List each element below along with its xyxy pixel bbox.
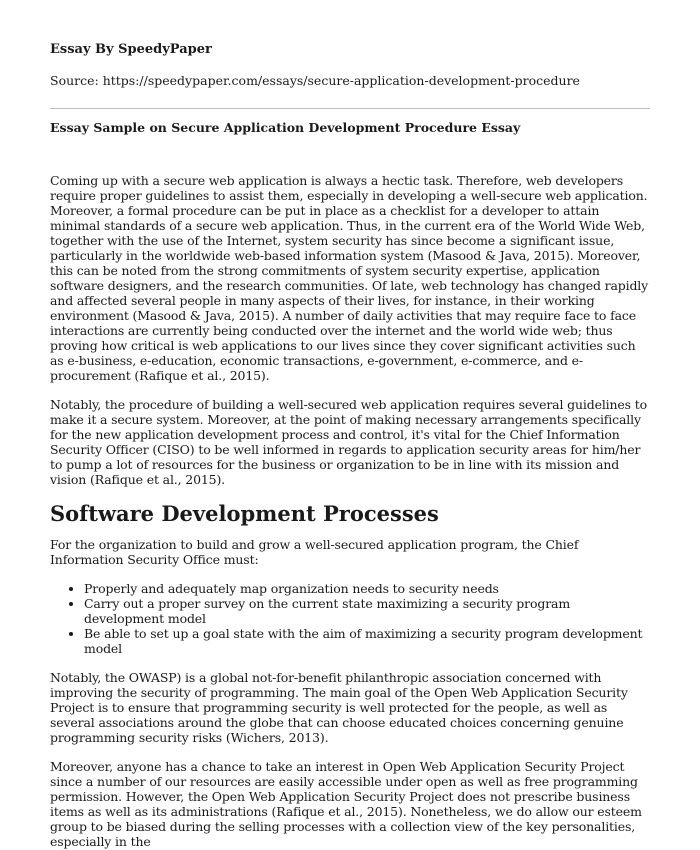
source-line: Source: https://speedypaper.com/essays/secure-application-development-procedure <box>50 73 580 88</box>
paragraph: Moreover, anyone has a chance to take an interest in Open Web Application Security Project since a number of our resources are easily accessible under open as well as free programming permission. However, the Open Web Application Security Project does not prescribe business items as well as its administrations (Rafique et al., 2015). Nonetheless, we do allow our esteem group to be biased during the selling processes with a collection view of the key personalities, especially in the <box>50 759 642 849</box>
essay-body <box>50 173 650 850</box>
list-item: • Properly and adequately map organization needs to security needs <box>84 581 650 596</box>
paragraph: Coming up with a secure web application is always a hectic task. Therefore, web developers require proper guidelines to assist them, especially in developing a well-secure web application. Moreover, a formal procedure can be put in place as a checklist for a developer to attain minimal standards of a secure web application. Thus, in the current era of the World Wide Web, together with the use of the Internet, system security has since become a significant issue, particularly in the worldwide web-based information system (Masood & Java, 2015). Moreover, this can be noted from the strong commitments of system security expertise, application software designers, and the research communities. Of late, web technology has changed rapidly and affected several people in many aspects of their lives, for instance, in their working environment (Masood & Java, 2015). A number of daily activities that may require face to face interactions are currently being conducted over the internet and the world wide web; thus proving how critical is web applications to our lives since they cover significant activities such as e-business, e-education, economic transactions, e-government, e-commerce, and e-procurement (Rafique et al., 2015). <box>50 173 649 383</box>
section-heading: Software Development Processes <box>50 501 439 526</box>
list-item: • Carry out a proper survey on the current state maximizing a security program development model <box>84 596 650 626</box>
paragraph: Notably, the procedure of building a well-secured web application requires several guidelines to make it a secure system. Moreover, at the point of making necessary arrangements specifically for the new application development process and control, it's vital for the Chief Information Security Officer (CISO) to be well informed in regards to application security areas for him/her to pump a lot of resources for the business or organization to be in line with its mission and vision (Rafique et al., 2015). <box>50 397 648 487</box>
document-header-title: Essay By SpeedyPaper <box>50 42 212 57</box>
section-intro: For the organization to build and grow a well-secured application program, the Chief Information Security Office must: <box>50 537 579 567</box>
list-item: • Be able to set up a goal state with the aim of maximizing a security program development model <box>84 626 650 656</box>
document-page <box>50 0 650 850</box>
bullet-list <box>50 581 650 656</box>
header-divider <box>50 108 650 109</box>
paragraph: Notably, the OWASP) is a global not-for-benefit philanthropic association concerned with improving the security of programming. The main goal of the Open Web Application Security Project is to ensure that programming security is well protected for the people, as well as several associations around the globe that can choose educated choices concerning genuine programming security risks (Wichers, 2013). <box>50 670 628 745</box>
essay-title: Essay Sample on Secure Application Development Procedure Essay <box>50 120 521 135</box>
